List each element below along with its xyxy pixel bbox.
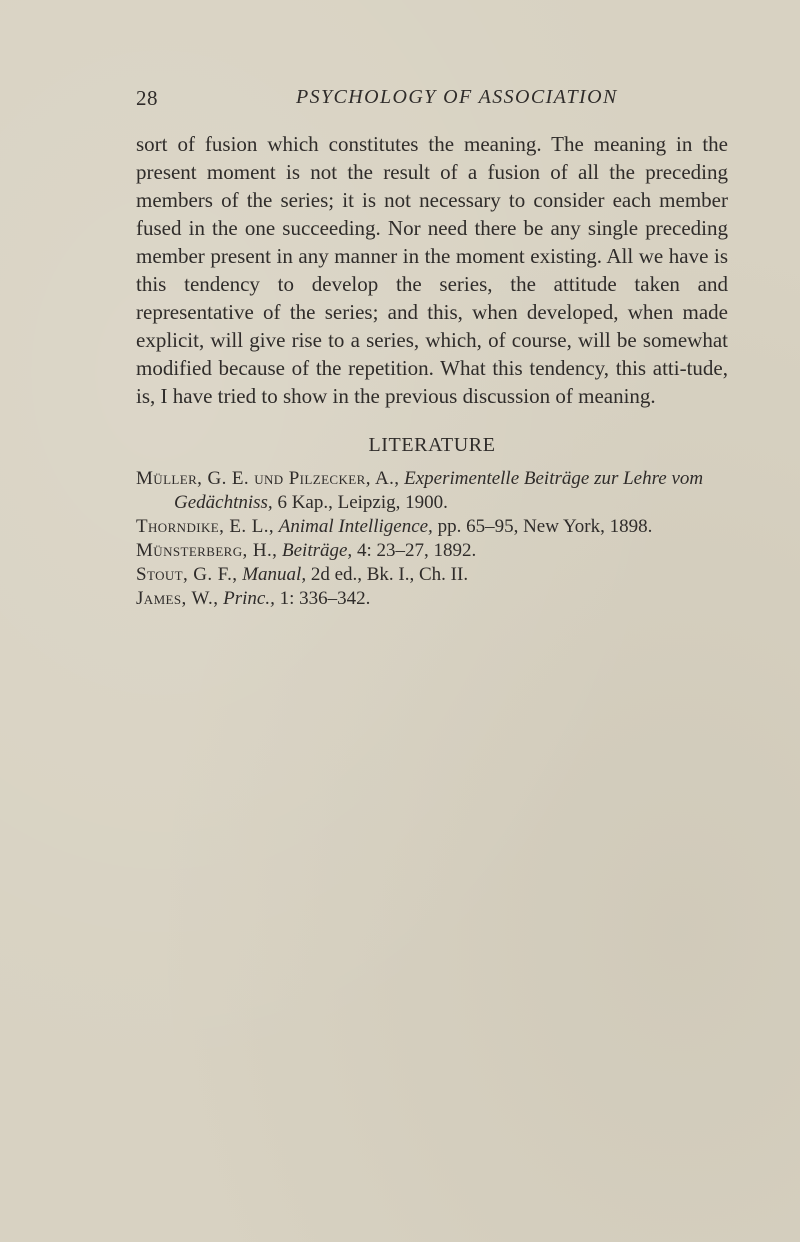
reference-item — [136, 587, 728, 611]
reference-title: Beiträge, — [282, 540, 353, 561]
reference-list — [136, 467, 728, 611]
reference-details: pp. 65–95, New York, 1898. — [437, 516, 653, 537]
reference-item — [136, 563, 728, 587]
book-page — [136, 82, 728, 611]
reference-details: 2d ed., Bk. I., Ch. II. — [310, 564, 469, 585]
page-number: 28 — [136, 86, 158, 110]
reference-details: 4: 23–27, 1892. — [356, 540, 477, 561]
reference-details: 1: 336–342. — [279, 588, 371, 609]
reference-item — [136, 539, 728, 563]
running-title: PSYCHOLOGY OF ASSOCIATION — [296, 86, 618, 108]
running-head — [136, 82, 728, 116]
literature-heading: LITERATURE — [368, 434, 496, 456]
reference-details: 6 Kap., Leipzig, 1900. — [277, 492, 448, 513]
reference-title: Manual, — [242, 564, 307, 585]
reference-author: Müller, G. E. und Pilzecker, A., — [136, 468, 400, 489]
reference-author: Thorndike, E. L., — [136, 516, 274, 537]
reference-title: Experimentelle Beiträge zur Lehre vom Gedächtniss, — [174, 468, 704, 513]
reference-item — [136, 515, 728, 539]
reference-title: Princ., — [223, 588, 275, 609]
body-paragraph: sort of fusion which constitutes the meaning. The meaning in the present moment is not the result of a fusion of all the preceding members of the series; it is not necessary to consider each member fused in the one succeeding. Nor need there be any single preceding member present in any manner in the moment existing. All we have is this tendency to develop the series, the attitude taken and representative of the series; and this, when developed, when made explicit, will give rise to a series, which, of course, will be somewhat modified because of the repetition. What this tendency, this atti-tude, is, I have tried to show in the previous discussion of meaning. — [136, 132, 728, 408]
reference-author: Stout, G. F., — [136, 564, 238, 585]
reference-item — [136, 467, 728, 515]
reference-author: Münsterberg, H., — [136, 540, 278, 561]
reference-author: James, W., — [136, 588, 219, 609]
reference-title: Animal Intelligence, — [278, 516, 433, 537]
